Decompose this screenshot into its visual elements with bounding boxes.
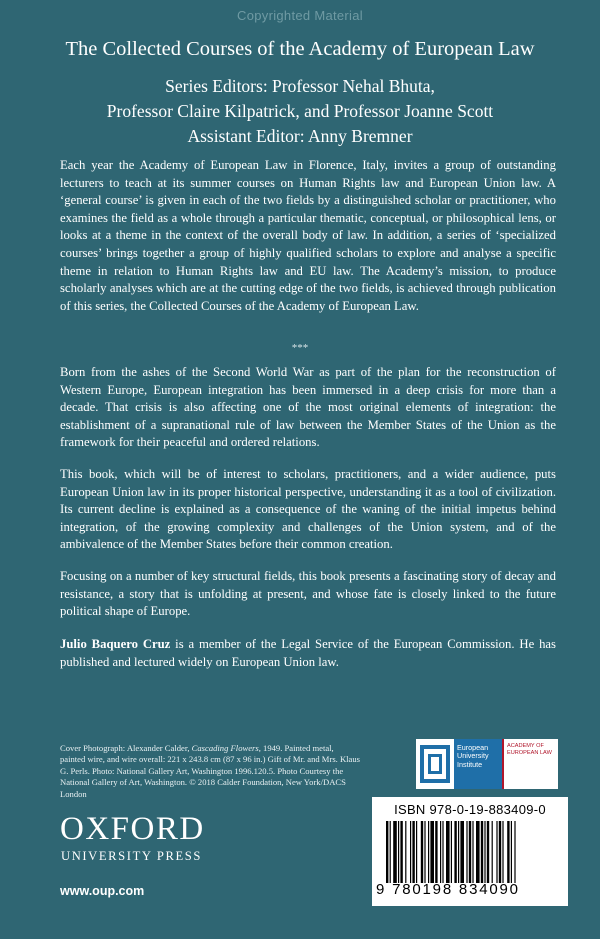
isbn-label: ISBN 978-0-19-883409-0 bbox=[394, 802, 546, 817]
cover-credit bbox=[60, 743, 360, 800]
blurb-paragraph: This book, which will be of interest to scholars, practitioners, and a wider audience, puts European Union law in its proper historical perspective, understanding it as a tool of civilization. Its current decline is explained as a consequence of the waning of the initial impetus behind integration, of the growing complexity and challenges of the Union system, and of the ambivalence of the Member States before their common creation. bbox=[60, 467, 556, 552]
series-editors-line: Professor Claire Kilpatrick, and Professor Joanne Scott bbox=[106, 101, 494, 121]
eui-emblem-icon bbox=[416, 739, 454, 789]
blurb-paragraph: Born from the ashes of the Second World War as part of the plan for the reconstruction of Western Europe, European integration has been immersed in a deep crisis for more than a decade. That crisis is also affecting one of the most original elements of integration: the establishment of a supranational rule of law between the Member States of the Union as the framework for their peaceful and ordered relations. bbox=[60, 365, 556, 450]
author-name: Julio Baquero Cruz bbox=[60, 637, 171, 651]
author-bio-text: is a member of the Legal Service of the European Commission. He has published and lectured widely on European Union law. bbox=[60, 637, 556, 669]
barcode-digits: 9 780198 834090 bbox=[376, 881, 520, 898]
credit-artwork-title: Cascading Flowers bbox=[191, 743, 259, 753]
publisher-subtitle: UNIVERSITY PRESS bbox=[61, 849, 202, 863]
eui-logo-text: European University Institute bbox=[454, 739, 502, 789]
publisher-website: www.oup.com bbox=[60, 884, 145, 898]
credit-details: , 1949. Painted metal, painted wire, and wire overall: 221 x 243.8 cm (87 x 96 in.) Gift of Mr. and Mrs. Klaus G. Perls. Photo: National Gallery Art, Washington 1996.120.5. Photo Courtesy the National Gallery of Art, Washington. © 2018 Calder Foundation, New York/DACS London bbox=[60, 743, 361, 799]
series-editors-line: Series Editors: Professor Nehal Bhuta, bbox=[165, 76, 435, 96]
section-separator: *** bbox=[291, 342, 309, 354]
institution-logos bbox=[416, 739, 558, 789]
assistant-editor-line: Assistant Editor: Anny Bremner bbox=[187, 126, 413, 146]
ael-logo-text: ACADEMY OF EUROPEAN LAW bbox=[502, 739, 558, 789]
isbn-barcode bbox=[372, 797, 568, 906]
barcode-icon bbox=[386, 821, 556, 883]
credit-prefix: Cover Photograph: Alexander Calder, bbox=[60, 743, 192, 753]
publisher-name: OXFORD bbox=[60, 811, 205, 847]
series-description: Each year the Academy of European Law in Florence, Italy, invites a group of outstanding lecturers to teach at its summer courses on Human Rights law and European Union law. A ‘general course’ is given in each of the two fields by a distinguished scholar or practitioner, who examines the field as a whole through a particular thematic, conceptual, or philosophical lens, or looks at a theme in the context of the overall body of law. In addition, a series of ‘specialized courses’ brings together a group of highly qualified scholars to explore and analyse a specific theme in relation to Human Rights law and EU law. The Academy’s mission, to produce scholarly analyses which are at the cutting edge of the two fields, is achieved through publication of this series, the Collected Courses of the Academy of European Law. bbox=[60, 158, 556, 313]
watermark: Copyrighted Material bbox=[237, 8, 363, 23]
series-title: The Collected Courses of the Academy of European Law bbox=[65, 38, 535, 60]
author-bio bbox=[60, 636, 556, 671]
blurb-paragraph: Focusing on a number of key structural fields, this book presents a fascinating story of decay and resistance, a story that is unfolding at present, and whose fate is closely linked to the future political shape of Europe. bbox=[60, 569, 556, 619]
editors-block bbox=[0, 74, 600, 149]
